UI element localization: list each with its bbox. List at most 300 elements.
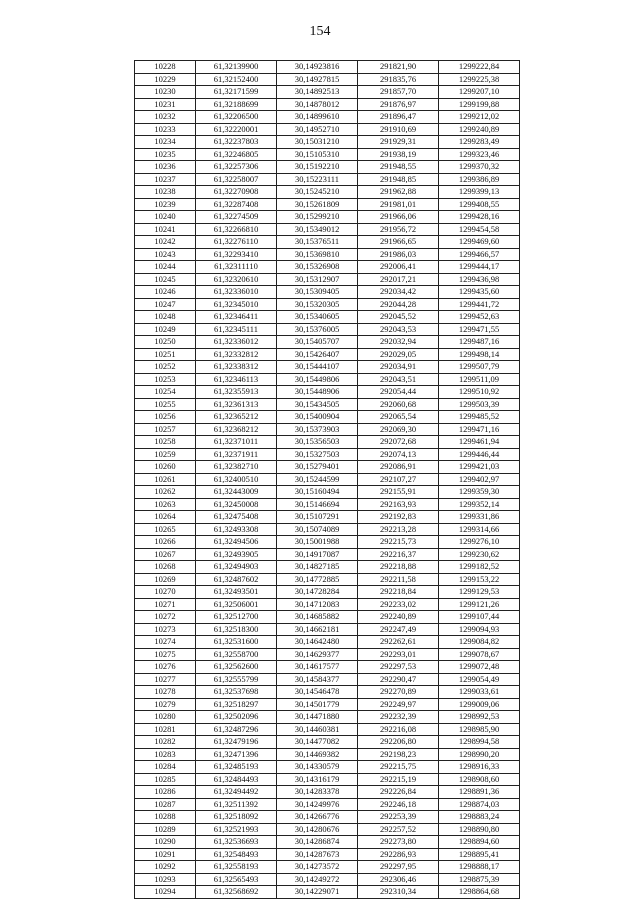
cell-longitude: 30,15327503 — [277, 448, 358, 461]
cell-longitude: 30,14642480 — [277, 636, 358, 649]
cell-x-coordinate: 292240,89 — [358, 611, 439, 624]
cell-x-coordinate: 291986,03 — [358, 248, 439, 261]
cell-longitude: 30,14917087 — [277, 548, 358, 561]
cell-point-id: 10247 — [135, 298, 196, 311]
cell-point-id: 10264 — [135, 511, 196, 524]
cell-latitude: 61,32345111 — [196, 323, 277, 336]
cell-longitude: 30,15309405 — [277, 286, 358, 299]
cell-latitude: 61,32346113 — [196, 373, 277, 386]
cell-x-coordinate: 292032,94 — [358, 336, 439, 349]
cell-longitude: 30,14249272 — [277, 873, 358, 886]
cell-latitude: 61,32494492 — [196, 786, 277, 799]
cell-point-id: 10241 — [135, 223, 196, 236]
cell-x-coordinate: 291929,31 — [358, 136, 439, 149]
cell-latitude: 61,32511392 — [196, 798, 277, 811]
cell-x-coordinate: 292215,19 — [358, 773, 439, 786]
cell-y-coordinate: 1299230,62 — [439, 548, 520, 561]
table-row — [135, 811, 520, 824]
cell-x-coordinate: 292192,83 — [358, 511, 439, 524]
table-row — [135, 323, 520, 336]
cell-latitude: 61,32518092 — [196, 811, 277, 824]
cell-x-coordinate: 291821,90 — [358, 61, 439, 74]
cell-point-id: 10263 — [135, 498, 196, 511]
cell-y-coordinate: 1299471,55 — [439, 323, 520, 336]
cell-x-coordinate: 291966,06 — [358, 211, 439, 224]
table-row — [135, 248, 520, 261]
cell-y-coordinate: 1299222,84 — [439, 61, 520, 74]
cell-x-coordinate: 292074,13 — [358, 448, 439, 461]
cell-latitude: 61,32493501 — [196, 586, 277, 599]
cell-x-coordinate: 292155,91 — [358, 486, 439, 499]
cell-x-coordinate: 292290,47 — [358, 673, 439, 686]
cell-latitude: 61,32518300 — [196, 623, 277, 636]
table-row — [135, 673, 520, 686]
cell-y-coordinate: 1299182,52 — [439, 561, 520, 574]
table-row — [135, 611, 520, 624]
cell-y-coordinate: 1298908,60 — [439, 773, 520, 786]
cell-point-id: 10267 — [135, 548, 196, 561]
table-row — [135, 373, 520, 386]
cell-point-id: 10265 — [135, 523, 196, 536]
table-row — [135, 286, 520, 299]
cell-latitude: 61,32258007 — [196, 173, 277, 186]
cell-point-id: 10290 — [135, 836, 196, 849]
cell-longitude: 30,14617577 — [277, 661, 358, 674]
cell-point-id: 10260 — [135, 461, 196, 474]
cell-y-coordinate: 1299469,60 — [439, 236, 520, 249]
cell-latitude: 61,32293410 — [196, 248, 277, 261]
cell-longitude: 30,15223111 — [277, 173, 358, 186]
cell-x-coordinate: 291956,72 — [358, 223, 439, 236]
cell-longitude: 30,15279401 — [277, 461, 358, 474]
table-row — [135, 511, 520, 524]
cell-longitude: 30,15160494 — [277, 486, 358, 499]
cell-y-coordinate: 1299276,10 — [439, 536, 520, 549]
cell-y-coordinate: 1299121,26 — [439, 598, 520, 611]
cell-longitude: 30,14249976 — [277, 798, 358, 811]
cell-y-coordinate: 1299199,88 — [439, 98, 520, 111]
cell-latitude: 61,32336012 — [196, 336, 277, 349]
cell-x-coordinate: 292054,44 — [358, 386, 439, 399]
table-row — [135, 73, 520, 86]
cell-y-coordinate: 1299435,60 — [439, 286, 520, 299]
cell-y-coordinate: 1299359,30 — [439, 486, 520, 499]
table-row — [135, 223, 520, 236]
table-row — [135, 723, 520, 736]
cell-latitude: 61,32555799 — [196, 673, 277, 686]
cell-y-coordinate: 1298985,90 — [439, 723, 520, 736]
cell-x-coordinate: 292216,37 — [358, 548, 439, 561]
cell-x-coordinate: 292006,41 — [358, 261, 439, 274]
cell-latitude: 61,32558193 — [196, 861, 277, 874]
cell-point-id: 10246 — [135, 286, 196, 299]
cell-point-id: 10254 — [135, 386, 196, 399]
cell-x-coordinate: 291966,65 — [358, 236, 439, 249]
cell-point-id: 10245 — [135, 273, 196, 286]
cell-y-coordinate: 1299510,92 — [439, 386, 520, 399]
cell-point-id: 10285 — [135, 773, 196, 786]
cell-y-coordinate: 1298894,60 — [439, 836, 520, 849]
cell-y-coordinate: 1299084,82 — [439, 636, 520, 649]
table-row — [135, 173, 520, 186]
cell-point-id: 10232 — [135, 111, 196, 124]
cell-point-id: 10231 — [135, 98, 196, 111]
cell-x-coordinate: 292297,53 — [358, 661, 439, 674]
cell-latitude: 61,32475408 — [196, 511, 277, 524]
cell-y-coordinate: 1299441,72 — [439, 298, 520, 311]
cell-longitude: 30,14469382 — [277, 748, 358, 761]
table-row — [135, 661, 520, 674]
cell-y-coordinate: 1299507,79 — [439, 361, 520, 374]
cell-latitude: 61,32450008 — [196, 498, 277, 511]
cell-x-coordinate: 291962,88 — [358, 186, 439, 199]
table-row — [135, 336, 520, 349]
cell-y-coordinate: 1298994,58 — [439, 736, 520, 749]
cell-longitude: 30,15405707 — [277, 336, 358, 349]
cell-point-id: 10255 — [135, 398, 196, 411]
coordinates-table — [134, 60, 520, 899]
cell-y-coordinate: 1299503,39 — [439, 398, 520, 411]
cell-x-coordinate: 292043,53 — [358, 323, 439, 336]
cell-latitude: 61,32266810 — [196, 223, 277, 236]
cell-y-coordinate: 1299461,94 — [439, 436, 520, 449]
table-row — [135, 473, 520, 486]
cell-latitude: 61,32518297 — [196, 698, 277, 711]
cell-y-coordinate: 1298890,80 — [439, 823, 520, 836]
cell-latitude: 61,32512700 — [196, 611, 277, 624]
cell-latitude: 61,32257306 — [196, 161, 277, 174]
cell-point-id: 10284 — [135, 761, 196, 774]
cell-latitude: 61,32274509 — [196, 211, 277, 224]
cell-latitude: 61,32485193 — [196, 761, 277, 774]
cell-y-coordinate: 1299094,93 — [439, 623, 520, 636]
table-row — [135, 861, 520, 874]
table-row — [135, 423, 520, 436]
table-row — [135, 711, 520, 724]
cell-point-id: 10271 — [135, 598, 196, 611]
cell-longitude: 30,14280676 — [277, 823, 358, 836]
cell-y-coordinate: 1299466,57 — [439, 248, 520, 261]
cell-latitude: 61,32548493 — [196, 848, 277, 861]
cell-longitude: 30,15448906 — [277, 386, 358, 399]
cell-latitude: 61,32487296 — [196, 723, 277, 736]
cell-point-id: 10279 — [135, 698, 196, 711]
cell-x-coordinate: 292233,02 — [358, 598, 439, 611]
cell-point-id: 10268 — [135, 561, 196, 574]
cell-y-coordinate: 1299207,10 — [439, 86, 520, 99]
cell-point-id: 10237 — [135, 173, 196, 186]
cell-point-id: 10256 — [135, 411, 196, 424]
cell-y-coordinate: 1298888,17 — [439, 861, 520, 874]
cell-latitude: 61,32320610 — [196, 273, 277, 286]
cell-x-coordinate: 292216,08 — [358, 723, 439, 736]
cell-y-coordinate: 1298895,41 — [439, 848, 520, 861]
cell-y-coordinate: 1299452,63 — [439, 311, 520, 324]
cell-longitude: 30,14827185 — [277, 561, 358, 574]
cell-latitude: 61,32365212 — [196, 411, 277, 424]
cell-x-coordinate: 291938,19 — [358, 148, 439, 161]
cell-point-id: 10243 — [135, 248, 196, 261]
cell-point-id: 10257 — [135, 423, 196, 436]
cell-longitude: 30,14229071 — [277, 886, 358, 899]
cell-y-coordinate: 1299331,86 — [439, 511, 520, 524]
table-row — [135, 136, 520, 149]
cell-y-coordinate: 1299323,46 — [439, 148, 520, 161]
table-row — [135, 561, 520, 574]
cell-latitude: 61,32332812 — [196, 348, 277, 361]
cell-latitude: 61,32484493 — [196, 773, 277, 786]
table-row — [135, 823, 520, 836]
cell-latitude: 61,32479196 — [196, 736, 277, 749]
cell-x-coordinate: 292069,30 — [358, 423, 439, 436]
cell-x-coordinate: 292198,23 — [358, 748, 439, 761]
cell-latitude: 61,32287408 — [196, 198, 277, 211]
cell-latitude: 61,32493308 — [196, 523, 277, 536]
cell-longitude: 30,14287673 — [277, 848, 358, 861]
cell-longitude: 30,15340605 — [277, 311, 358, 324]
table-row — [135, 348, 520, 361]
cell-latitude: 61,32220001 — [196, 123, 277, 136]
cell-point-id: 10253 — [135, 373, 196, 386]
cell-y-coordinate: 1299511,09 — [439, 373, 520, 386]
cell-longitude: 30,15312907 — [277, 273, 358, 286]
cell-latitude: 61,32152400 — [196, 73, 277, 86]
cell-y-coordinate: 1298891,36 — [439, 786, 520, 799]
cell-y-coordinate: 1299386,89 — [439, 173, 520, 186]
cell-y-coordinate: 1299370,32 — [439, 161, 520, 174]
cell-x-coordinate: 292218,84 — [358, 586, 439, 599]
cell-x-coordinate: 292034,91 — [358, 361, 439, 374]
cell-x-coordinate: 292253,39 — [358, 811, 439, 824]
table-row — [135, 148, 520, 161]
cell-y-coordinate: 1299444,17 — [439, 261, 520, 274]
cell-x-coordinate: 291896,47 — [358, 111, 439, 124]
cell-longitude: 30,14316179 — [277, 773, 358, 786]
table-row — [135, 298, 520, 311]
table-row — [135, 486, 520, 499]
cell-x-coordinate: 292163,93 — [358, 498, 439, 511]
cell-latitude: 61,32355913 — [196, 386, 277, 399]
cell-longitude: 30,15376005 — [277, 323, 358, 336]
cell-latitude: 61,32531600 — [196, 636, 277, 649]
cell-longitude: 30,15261809 — [277, 198, 358, 211]
cell-longitude: 30,14685882 — [277, 611, 358, 624]
cell-longitude: 30,14286874 — [277, 836, 358, 849]
cell-point-id: 10275 — [135, 648, 196, 661]
cell-y-coordinate: 1299033,61 — [439, 686, 520, 699]
cell-y-coordinate: 1298864,68 — [439, 886, 520, 899]
cell-point-id: 10270 — [135, 586, 196, 599]
cell-longitude: 30,15001988 — [277, 536, 358, 549]
cell-latitude: 61,32336010 — [196, 286, 277, 299]
table-row — [135, 773, 520, 786]
table-row — [135, 573, 520, 586]
cell-point-id: 10280 — [135, 711, 196, 724]
cell-y-coordinate: 1299314,66 — [439, 523, 520, 536]
cell-x-coordinate: 292297,95 — [358, 861, 439, 874]
cell-x-coordinate: 292107,27 — [358, 473, 439, 486]
cell-longitude: 30,14712083 — [277, 598, 358, 611]
cell-point-id: 10248 — [135, 311, 196, 324]
cell-point-id: 10269 — [135, 573, 196, 586]
cell-latitude: 61,32361313 — [196, 398, 277, 411]
cell-y-coordinate: 1299283,49 — [439, 136, 520, 149]
cell-point-id: 10259 — [135, 448, 196, 461]
cell-x-coordinate: 292206,80 — [358, 736, 439, 749]
cell-latitude: 61,32139900 — [196, 61, 277, 74]
table-row — [135, 98, 520, 111]
cell-x-coordinate: 292029,05 — [358, 348, 439, 361]
table-row — [135, 761, 520, 774]
cell-x-coordinate: 292215,73 — [358, 536, 439, 549]
cell-y-coordinate: 1299454,58 — [439, 223, 520, 236]
table-row — [135, 273, 520, 286]
cell-y-coordinate: 1299446,44 — [439, 448, 520, 461]
cell-latitude: 61,32565493 — [196, 873, 277, 886]
cell-longitude: 30,14952710 — [277, 123, 358, 136]
cell-point-id: 10250 — [135, 336, 196, 349]
cell-longitude: 30,14460381 — [277, 723, 358, 736]
cell-x-coordinate: 292034,42 — [358, 286, 439, 299]
cell-latitude: 61,32237803 — [196, 136, 277, 149]
table-row — [135, 836, 520, 849]
cell-y-coordinate: 1299402,97 — [439, 473, 520, 486]
cell-x-coordinate: 291981,01 — [358, 198, 439, 211]
cell-longitude: 30,14899610 — [277, 111, 358, 124]
table-row — [135, 123, 520, 136]
cell-point-id: 10282 — [135, 736, 196, 749]
cell-longitude: 30,15192210 — [277, 161, 358, 174]
cell-longitude: 30,14923816 — [277, 61, 358, 74]
cell-longitude: 30,14584377 — [277, 673, 358, 686]
cell-x-coordinate: 292226,84 — [358, 786, 439, 799]
cell-point-id: 10235 — [135, 148, 196, 161]
table-row — [135, 198, 520, 211]
cell-y-coordinate: 1299498,14 — [439, 348, 520, 361]
cell-point-id: 10286 — [135, 786, 196, 799]
cell-y-coordinate: 1299436,98 — [439, 273, 520, 286]
cell-latitude: 61,32521993 — [196, 823, 277, 836]
cell-longitude: 30,15074089 — [277, 523, 358, 536]
table-row — [135, 436, 520, 449]
cell-longitude: 30,15349012 — [277, 223, 358, 236]
cell-x-coordinate: 292257,52 — [358, 823, 439, 836]
cell-latitude: 61,32493905 — [196, 548, 277, 561]
cell-longitude: 30,15376511 — [277, 236, 358, 249]
cell-longitude: 30,14501779 — [277, 698, 358, 711]
cell-y-coordinate: 1299485,52 — [439, 411, 520, 424]
cell-y-coordinate: 1299408,55 — [439, 198, 520, 211]
cell-point-id: 10236 — [135, 161, 196, 174]
cell-point-id: 10289 — [135, 823, 196, 836]
table-row — [135, 886, 520, 899]
cell-longitude: 30,15244599 — [277, 473, 358, 486]
cell-y-coordinate: 1298875,39 — [439, 873, 520, 886]
cell-x-coordinate: 291857,70 — [358, 86, 439, 99]
table-row — [135, 86, 520, 99]
cell-y-coordinate: 1299471,16 — [439, 423, 520, 436]
cell-latitude: 61,32371011 — [196, 436, 277, 449]
cell-longitude: 30,14471880 — [277, 711, 358, 724]
cell-point-id: 10293 — [135, 873, 196, 886]
cell-latitude: 61,32311110 — [196, 261, 277, 274]
table-row — [135, 598, 520, 611]
table-row — [135, 848, 520, 861]
cell-latitude: 61,32276110 — [196, 236, 277, 249]
cell-x-coordinate: 292246,18 — [358, 798, 439, 811]
cell-point-id: 10292 — [135, 861, 196, 874]
cell-longitude: 30,15245210 — [277, 186, 358, 199]
cell-point-id: 10278 — [135, 686, 196, 699]
cell-y-coordinate: 1299078,67 — [439, 648, 520, 661]
cell-y-coordinate: 1299399,13 — [439, 186, 520, 199]
table-row — [135, 523, 520, 536]
cell-y-coordinate: 1299225,38 — [439, 73, 520, 86]
cell-x-coordinate: 292072,68 — [358, 436, 439, 449]
cell-y-coordinate: 1298916,33 — [439, 761, 520, 774]
cell-longitude: 30,14662181 — [277, 623, 358, 636]
table-row — [135, 398, 520, 411]
table-row — [135, 586, 520, 599]
cell-point-id: 10266 — [135, 536, 196, 549]
cell-point-id: 10251 — [135, 348, 196, 361]
cell-latitude: 61,32536693 — [196, 836, 277, 849]
cell-point-id: 10262 — [135, 486, 196, 499]
cell-point-id: 10239 — [135, 198, 196, 211]
cell-longitude: 30,14878012 — [277, 98, 358, 111]
table-row — [135, 111, 520, 124]
cell-y-coordinate: 1299129,53 — [439, 586, 520, 599]
cell-longitude: 30,15373903 — [277, 423, 358, 436]
coordinates-table-body — [135, 61, 520, 899]
cell-latitude: 61,32346411 — [196, 311, 277, 324]
cell-point-id: 10252 — [135, 361, 196, 374]
table-row — [135, 261, 520, 274]
cell-point-id: 10283 — [135, 748, 196, 761]
table-row — [135, 311, 520, 324]
cell-longitude: 30,14629377 — [277, 648, 358, 661]
cell-latitude: 61,32206500 — [196, 111, 277, 124]
cell-point-id: 10274 — [135, 636, 196, 649]
cell-latitude: 61,32443009 — [196, 486, 277, 499]
table-row — [135, 536, 520, 549]
cell-longitude: 30,14477082 — [277, 736, 358, 749]
cell-longitude: 30,15146694 — [277, 498, 358, 511]
cell-point-id: 10234 — [135, 136, 196, 149]
page-number: 154 — [309, 24, 331, 39]
cell-longitude: 30,15299210 — [277, 211, 358, 224]
cell-latitude: 61,32494506 — [196, 536, 277, 549]
cell-y-coordinate: 1299428,16 — [439, 211, 520, 224]
cell-y-coordinate: 1299009,06 — [439, 698, 520, 711]
table-row — [135, 186, 520, 199]
cell-point-id: 10249 — [135, 323, 196, 336]
table-row — [135, 736, 520, 749]
cell-x-coordinate: 292310,34 — [358, 886, 439, 899]
cell-latitude: 61,32494903 — [196, 561, 277, 574]
cell-latitude: 61,32471396 — [196, 748, 277, 761]
cell-latitude: 61,32270908 — [196, 186, 277, 199]
table-row — [135, 361, 520, 374]
cell-y-coordinate: 1298992,53 — [439, 711, 520, 724]
cell-latitude: 61,32171599 — [196, 86, 277, 99]
table-row — [135, 798, 520, 811]
cell-point-id: 10228 — [135, 61, 196, 74]
cell-x-coordinate: 292043,51 — [358, 373, 439, 386]
cell-x-coordinate: 291948,55 — [358, 161, 439, 174]
cell-latitude: 61,32246805 — [196, 148, 277, 161]
cell-longitude: 30,15356503 — [277, 436, 358, 449]
